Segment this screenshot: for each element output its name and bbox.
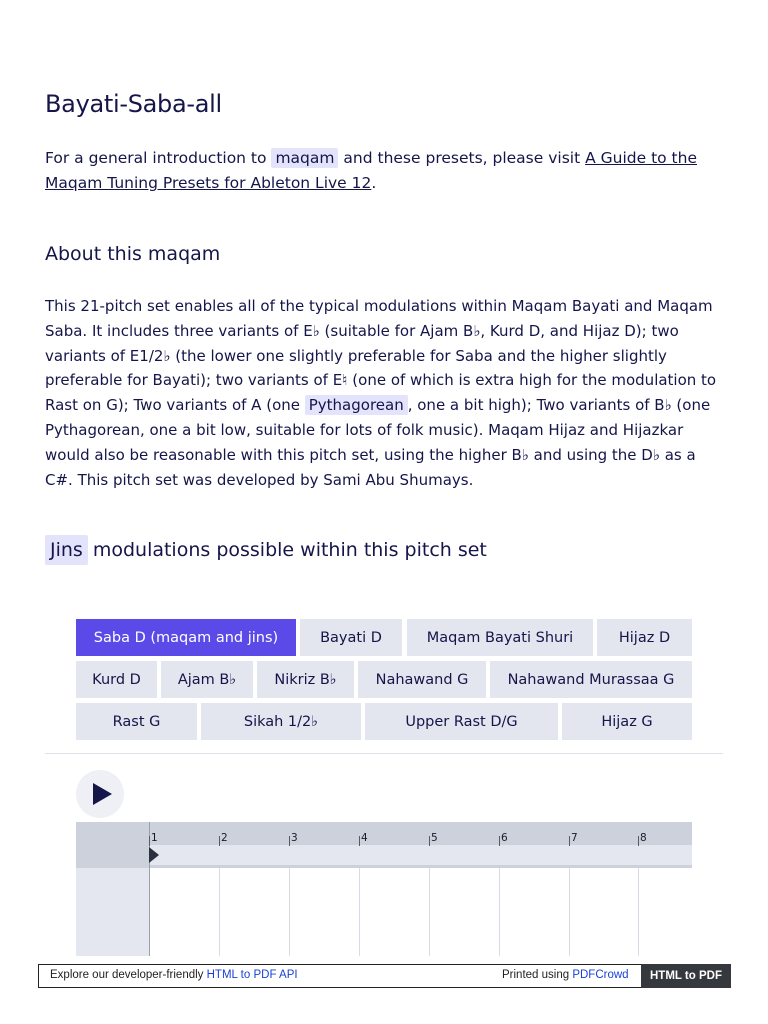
bar-tick [499,836,500,846]
timeline-scrubber[interactable] [149,845,692,865]
footer-right [502,969,629,981]
intro-middle: and these presets, please visit [338,149,586,167]
maqam-glossary-link[interactable]: maqam [271,148,338,168]
section-divider [45,753,723,754]
piano-keys-panel [76,868,149,956]
grid-line [499,868,500,956]
pdfcrowd-link[interactable]: PDFCrowd [572,969,629,981]
footer-right-text: Printed using [502,969,573,981]
footer-left-text: Explore our developer-friendly [50,969,207,981]
about-text-before: This 21-pitch set enables all of the typical modulations within Maqam Bayati and Maqam Saba. It includes three variants of E♭ (suitable for Ajam B♭, Kurd D, and Hijaz D); two variants of E1/2♭ (the lower one slightly preferable for Saba and the higher slightly preferable for Bayati); two variants of E♮ (one of which is extra high for the modulation to Rast on G); Two variants of A (one [45,297,717,415]
bar-number: 7 [571,832,578,844]
play-icon [93,783,112,805]
bar-tick [219,836,220,846]
modulation-button-nahawand-murassaa-g[interactable]: Nahawand Murassaa G [490,661,692,698]
modulation-button-hijaz-d[interactable]: Hijaz D [597,619,692,656]
grid-line [289,868,290,956]
bar-number: 3 [291,832,298,844]
modulation-button-sikah[interactable]: Sikah 1/2♭ [201,703,361,740]
about-text-after: , one a bit high); Two variants of B♭ (one Pythagorean, one a bit low, suitable for lots of folk music). Maqam Hijaz and Hijazkar would also be reasonable with this pitch set, using the higher B♭ and using the D♭ as a C#. This pitch set was developed by Sami Abu Shumays. [45,396,711,489]
guide-link[interactable]: A Guide to the Maqam Tuning Presets for Ableton Live 12 [45,149,697,192]
page-title: Bayati-Saba-all [45,90,222,118]
modulation-button-ajam-bb[interactable]: Ajam B♭ [161,661,253,698]
footer-left [50,969,298,981]
jins-glossary-link[interactable]: Jins [45,535,88,565]
bar-tick [149,836,150,846]
grid-line [359,868,360,956]
bar-number: 8 [640,832,647,844]
html-to-pdf-button[interactable]: HTML to PDF [641,964,731,988]
playhead-marker-icon[interactable] [149,847,159,863]
play-button[interactable] [76,770,124,818]
modulation-button-maqam-bayati-shuri[interactable]: Maqam Bayati Shuri [407,619,593,656]
about-heading: About this maqam [45,243,221,265]
pythagorean-glossary-link[interactable]: Pythagorean [305,395,408,415]
bar-number: 4 [361,832,368,844]
bar-tick [429,836,430,846]
bar-number: 5 [431,832,438,844]
piano-roll[interactable] [76,822,692,956]
jins-heading [45,535,487,565]
intro-suffix: . [371,174,377,192]
intro-paragraph [45,146,725,196]
modulation-button-nahawand-g[interactable]: Nahawand G [358,661,486,698]
jins-heading-text: modulations possible within this pitch set [92,539,487,561]
about-paragraph [45,294,725,492]
bar-tick [638,836,639,846]
bar-tick [569,836,570,846]
grid-line [429,868,430,956]
modulation-button-bayati-d[interactable]: Bayati D [300,619,402,656]
grid-line [638,868,639,956]
grid-line [569,868,570,956]
modulation-button-hijaz-g[interactable]: Hijaz G [562,703,692,740]
intro-prefix: For a general introduction to [45,149,272,167]
modulation-button-upper-rast[interactable]: Upper Rast D/G [365,703,558,740]
pdf-footer-banner [38,964,731,988]
modulation-button-kurd-d[interactable]: Kurd D [76,661,157,698]
bar-number: 1 [151,832,158,844]
grid-line [219,868,220,956]
modulation-button-saba-d[interactable]: Saba D (maqam and jins) [76,619,296,656]
modulation-button-rast-g[interactable]: Rast G [76,703,197,740]
html-to-pdf-api-link[interactable]: HTML to PDF API [206,969,298,981]
modulation-button-nikriz-bb[interactable]: Nikriz B♭ [257,661,354,698]
bar-tick [289,836,290,846]
bar-tick [359,836,360,846]
bar-number: 2 [221,832,228,844]
bar-number: 6 [501,832,508,844]
